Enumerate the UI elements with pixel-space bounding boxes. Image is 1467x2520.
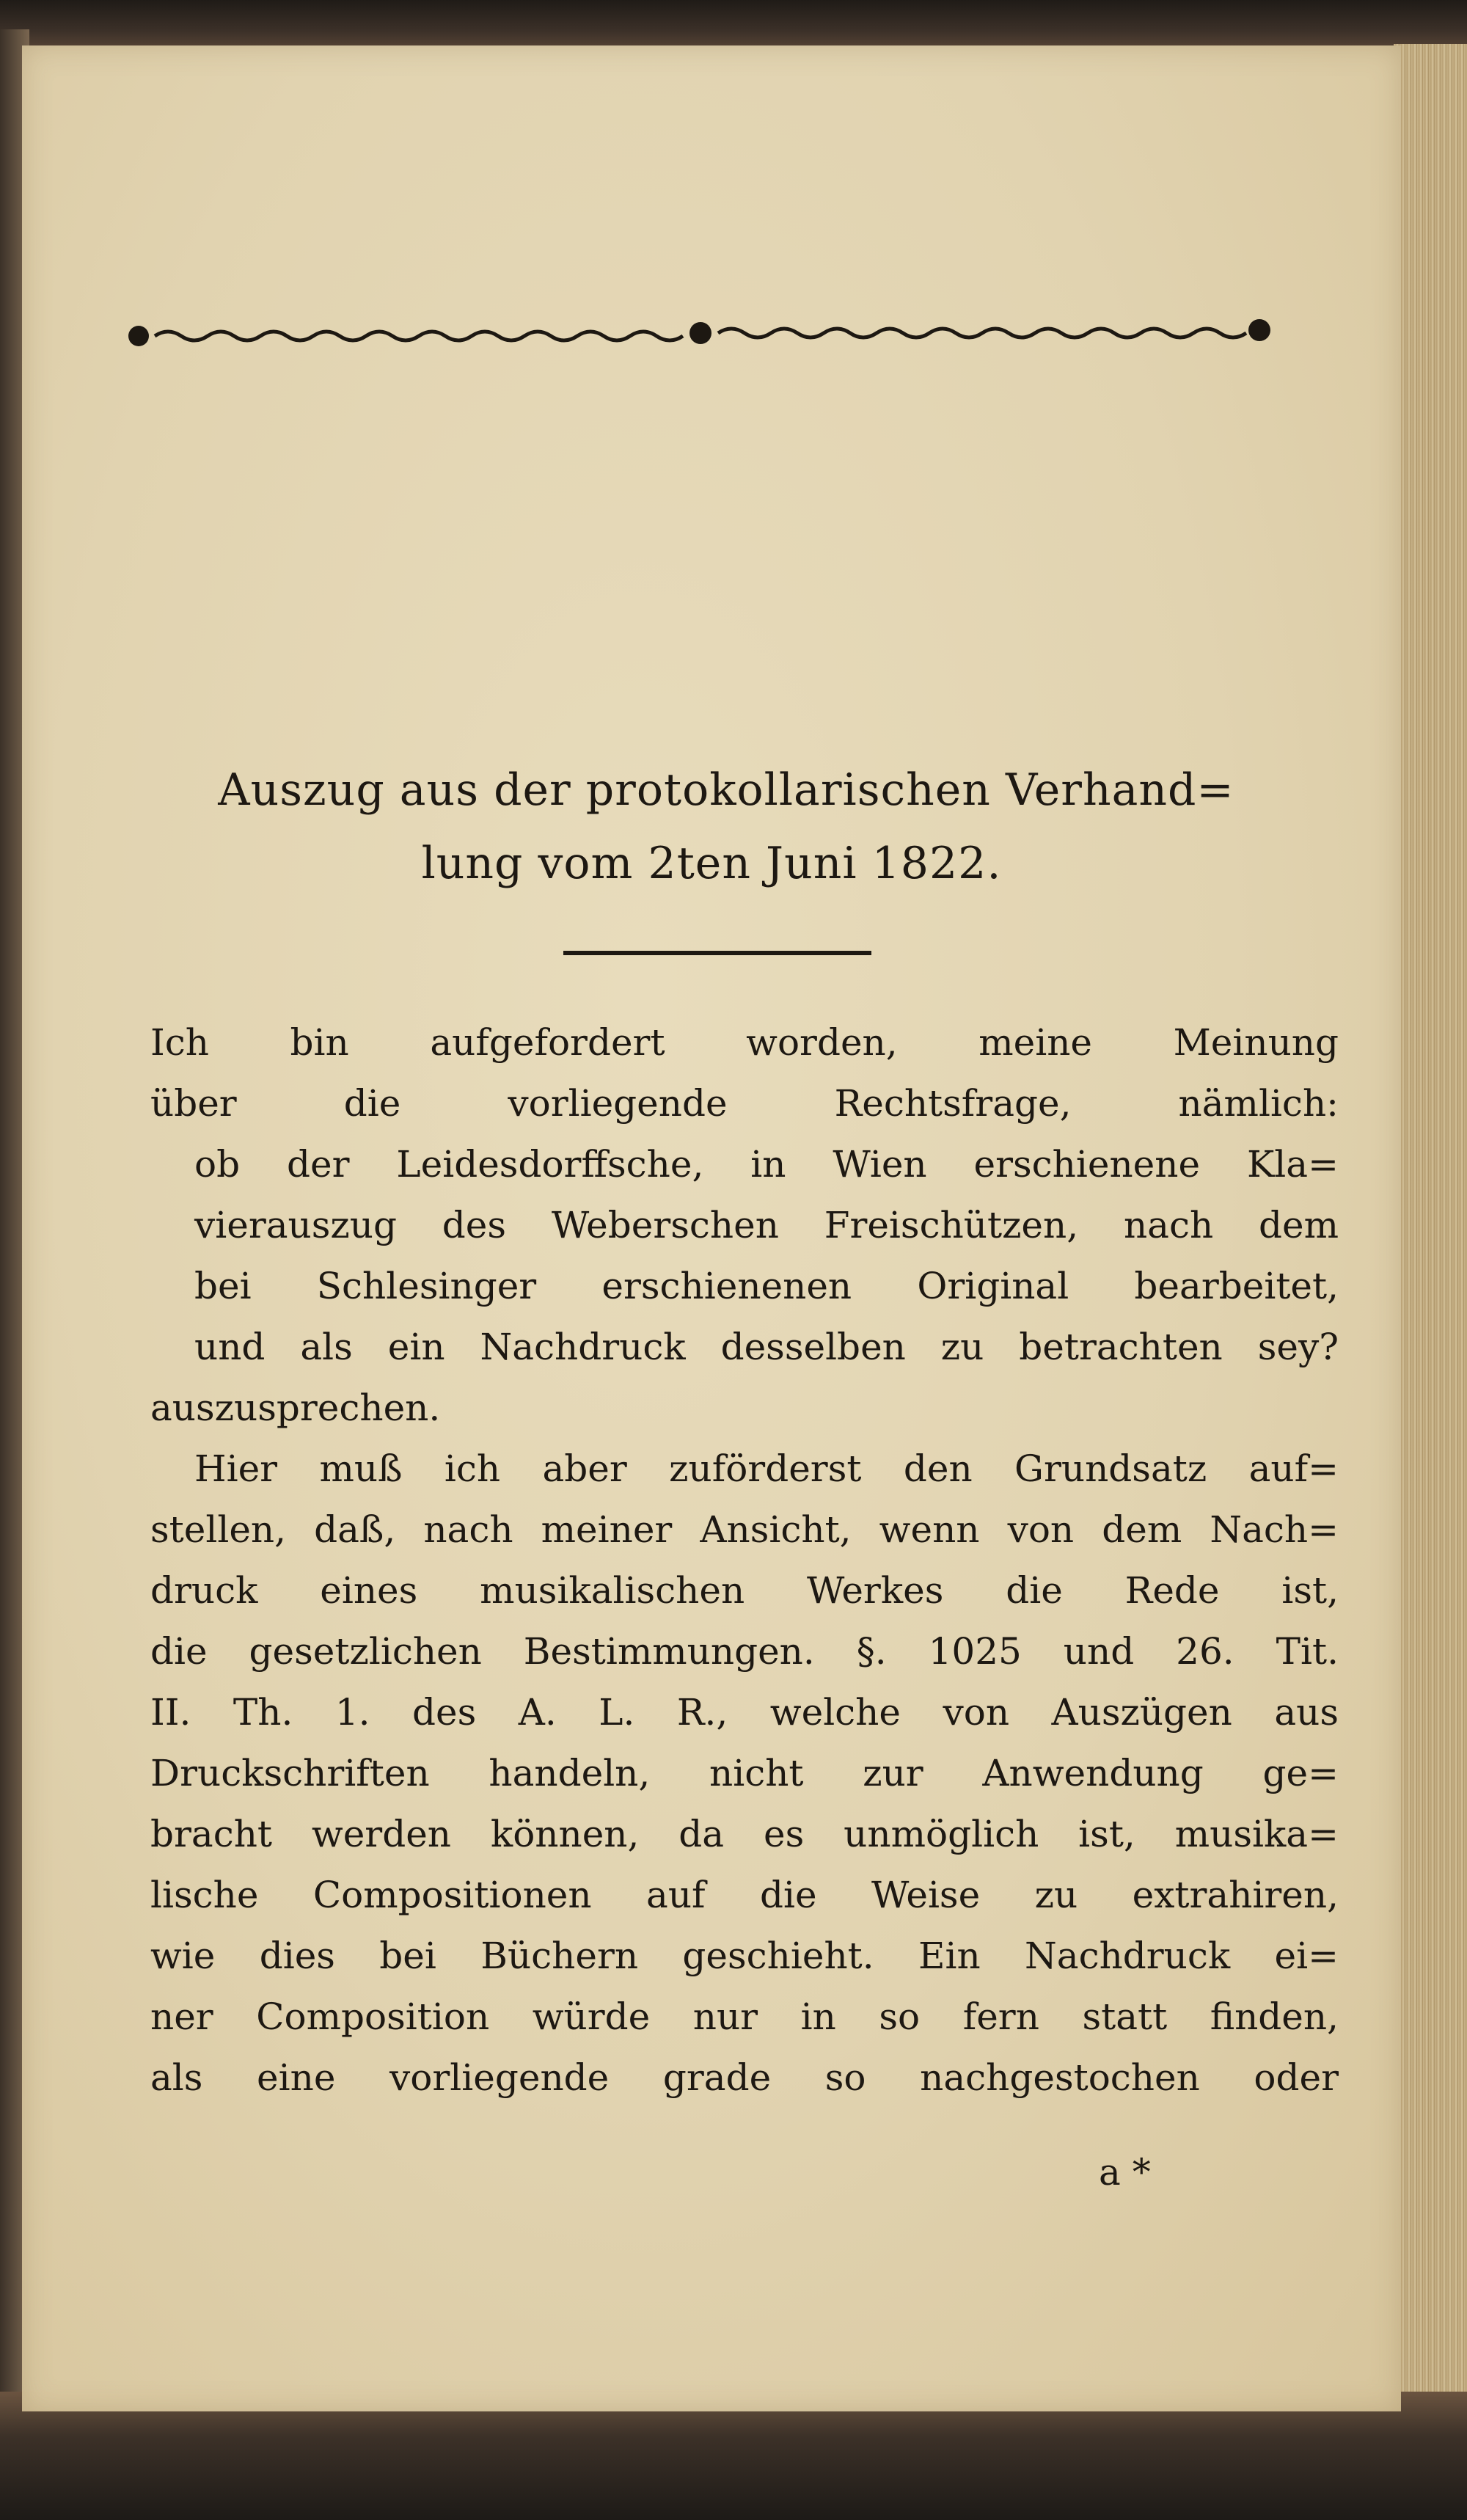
body-line-17: ner Composition würde nur in so fern statt finden, — [150, 1995, 1339, 2038]
title-divider — [563, 951, 871, 955]
title-line-2: lung vom 2ten Juni 1822. — [421, 838, 1002, 889]
page-title — [95, 753, 1313, 900]
body-line-16: wie dies bei Büchern geschieht. Ein Nachdruck ei= — [150, 1935, 1339, 1977]
body-line-10: druck eines musikalischen Werkes die Rede ist, — [150, 1569, 1339, 1612]
body-text — [150, 1012, 1339, 2108]
ornament-dot-left — [128, 326, 149, 346]
body-line-13: Druckschriften handeln, nicht zur Anwendung ge= — [150, 1752, 1339, 1794]
body-line-18: als eine vorliegende grade so nachgestochen oder — [150, 2056, 1339, 2099]
body-line-1: Ich bin aufgefordert worden, meine Meinung — [150, 1021, 1339, 1064]
body-line-4: vierauszug des Weberschen Freischützen, nach dem — [194, 1204, 1339, 1246]
body-line-14: bracht werden können, da es unmöglich ist, musika= — [150, 1813, 1339, 1855]
page-stack-edge — [1394, 44, 1467, 2414]
ornament-wave-left — [155, 332, 683, 340]
ornament-rule — [122, 315, 1278, 357]
ornament-wave-right — [718, 329, 1246, 337]
body-line-6: und als ein Nachdruck desselben zu betrachten sey? — [194, 1326, 1339, 1368]
ornament-dot-right — [1248, 319, 1270, 341]
body-line-3: ob der Leidesdorffsche, in Wien erschienene Kla= — [194, 1143, 1339, 1186]
body-line-15: lische Compositionen auf die Weise zu extrahiren, — [150, 1874, 1339, 1916]
body-line-12: II. Th. 1. des A. L. R., welche von Auszügen aus — [150, 1691, 1339, 1734]
body-line-2: über die vorliegende Rechtsfrage, nämlich: — [150, 1082, 1339, 1125]
body-line-8: Hier muß ich aber zuförderst den Grundsatz auf= — [194, 1447, 1339, 1490]
body-line-7: auszusprechen. — [150, 1387, 441, 1429]
title-line-1: Auszug aus der protokollarischen Verhand= — [218, 764, 1234, 816]
body-line-11: die gesetzlichen Bestimmungen. §. 1025 und 26. Tit. — [150, 1630, 1339, 1673]
ornament-dot-center — [689, 322, 711, 344]
signature-mark: a * — [1099, 2151, 1151, 2194]
binding-top-edge — [0, 0, 1467, 51]
body-line-9: stellen, daß, nach meiner Ansicht, wenn von dem Nach= — [150, 1508, 1339, 1551]
body-line-5: bei Schlesinger erschienenen Original bearbeitet, — [194, 1265, 1339, 1307]
book-page — [22, 45, 1401, 2411]
